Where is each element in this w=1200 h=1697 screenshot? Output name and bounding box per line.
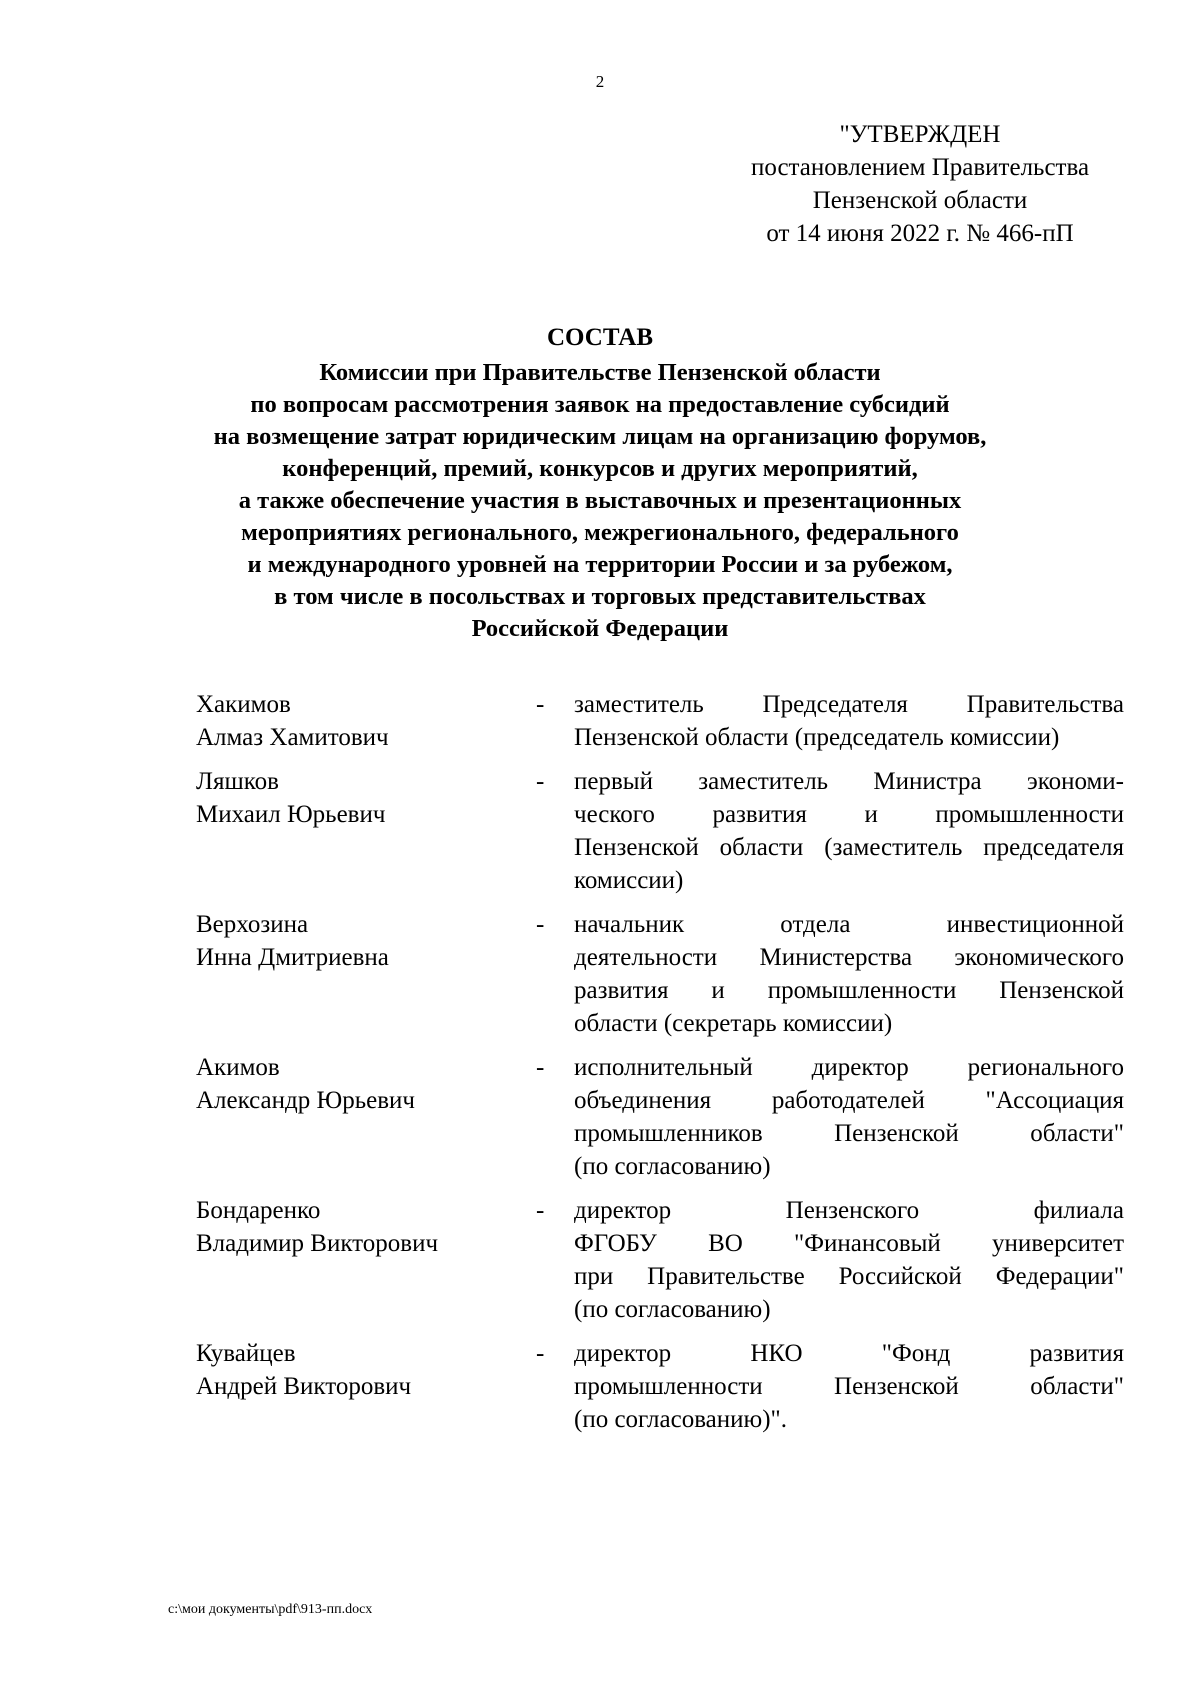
heading-line: мероприятиях регионального, межрегионального, федерального (241, 519, 959, 546)
role-line: объединения работодателей "Ассоциация (574, 1087, 1124, 1114)
member-dash: - (536, 911, 545, 938)
member-role (574, 908, 1124, 1040)
role-line: (по согласованию) (574, 1296, 771, 1323)
member-name (196, 1194, 536, 1326)
member-name (196, 1337, 536, 1436)
page-number: 2 (595, 72, 605, 91)
file-path-footer: c:\мои документы\pdf\913-пп.docx (168, 1602, 373, 1617)
member-role (574, 1051, 1124, 1183)
approval-block (700, 118, 1140, 250)
role-line: Пензенской области (председатель комиссии) (574, 724, 1060, 751)
approval-line: Пензенской области (812, 187, 1028, 214)
member-given-name: Александр Юрьевич (196, 1087, 415, 1114)
heading-line: по вопросам рассмотрения заявок на предоставление субсидий (250, 391, 950, 418)
member-name (196, 1051, 536, 1183)
role-line: Пензенской области (заместитель председателя (574, 834, 1124, 861)
member-surname: Хакимов (196, 691, 291, 718)
member-entry (196, 688, 1124, 754)
member-role (574, 1337, 1124, 1436)
member-dash: - (536, 1054, 545, 1081)
role-line: комиссии) (574, 867, 684, 894)
member-entry (196, 1194, 1124, 1326)
heading-line: Комиссии при Правительстве Пензенской области (319, 359, 881, 386)
member-surname: Ляшков (196, 768, 279, 795)
heading-line: Российской Федерации (471, 615, 729, 642)
heading-title: СОСТАВ (546, 324, 654, 351)
approval-line: постановлением Правительства (750, 154, 1090, 181)
role-line: (по согласованию) (574, 1153, 771, 1180)
member-surname: Верхозина (196, 911, 309, 938)
role-line: (по согласованию)". (574, 1406, 787, 1433)
member-dash: - (536, 1197, 545, 1224)
member-role (574, 1194, 1124, 1326)
member-given-name: Алмаз Хамитович (196, 724, 389, 751)
role-line: директор Пензенского филиала (574, 1197, 1124, 1224)
member-entry (196, 765, 1124, 897)
heading-line: конференций, премий, конкурсов и других мероприятий, (282, 455, 918, 482)
heading-line: а также обеспечение участия в выставочных и презентационных (238, 487, 962, 514)
role-line: области (секретарь комиссии) (574, 1010, 893, 1037)
role-line: директор НКО "Фонд развития (574, 1340, 1124, 1367)
members-list (196, 688, 1124, 1447)
member-surname: Акимов (196, 1054, 280, 1081)
role-line: при Правительстве Российской Федерации" (574, 1263, 1124, 1290)
member-role (574, 688, 1124, 754)
approval-line: от 14 июня 2022 г. № 466-пП (766, 220, 1074, 247)
role-line: заместитель Председателя Правительства (574, 691, 1124, 718)
role-line: первый заместитель Министра экономи- (574, 768, 1124, 795)
role-line: ческого развития и промышленности (574, 801, 1124, 828)
member-entry (196, 908, 1124, 1040)
role-line: промышленников Пензенской области" (574, 1120, 1124, 1147)
member-name (196, 908, 536, 1040)
member-surname: Бондаренко (196, 1197, 321, 1224)
member-dash: - (536, 768, 545, 795)
heading-line: и международного уровней на территории России и за рубежом, (247, 551, 953, 578)
heading-line: на возмещение затрат юридическим лицам на организацию форумов, (213, 423, 987, 450)
role-line: развития и промышленности Пензенской (574, 977, 1124, 1004)
member-dash: - (536, 691, 545, 718)
heading-line: в том числе в посольствах и торговых представительствах (274, 583, 926, 610)
member-entry (196, 1051, 1124, 1183)
document-heading (100, 322, 1100, 645)
member-name (196, 688, 536, 754)
role-line: начальник отдела инвестиционной (574, 911, 1124, 938)
member-given-name: Инна Дмитриевна (196, 944, 389, 971)
role-line: ФГОБУ ВО "Финансовый университет (574, 1230, 1124, 1257)
member-given-name: Владимир Викторович (196, 1230, 439, 1257)
member-role (574, 765, 1124, 897)
member-entry (196, 1337, 1124, 1436)
member-given-name: Андрей Викторович (196, 1373, 412, 1400)
member-surname: Кувайцев (196, 1340, 296, 1367)
member-dash: - (536, 1340, 545, 1367)
role-line: промышленности Пензенской области" (574, 1373, 1124, 1400)
member-given-name: Михаил Юрьевич (196, 801, 386, 828)
member-name (196, 765, 536, 897)
approval-line: "УТВЕРЖДЕН (839, 121, 1001, 148)
role-line: деятельности Министерства экономического (574, 944, 1124, 971)
role-line: исполнительный директор регионального (574, 1054, 1124, 1081)
